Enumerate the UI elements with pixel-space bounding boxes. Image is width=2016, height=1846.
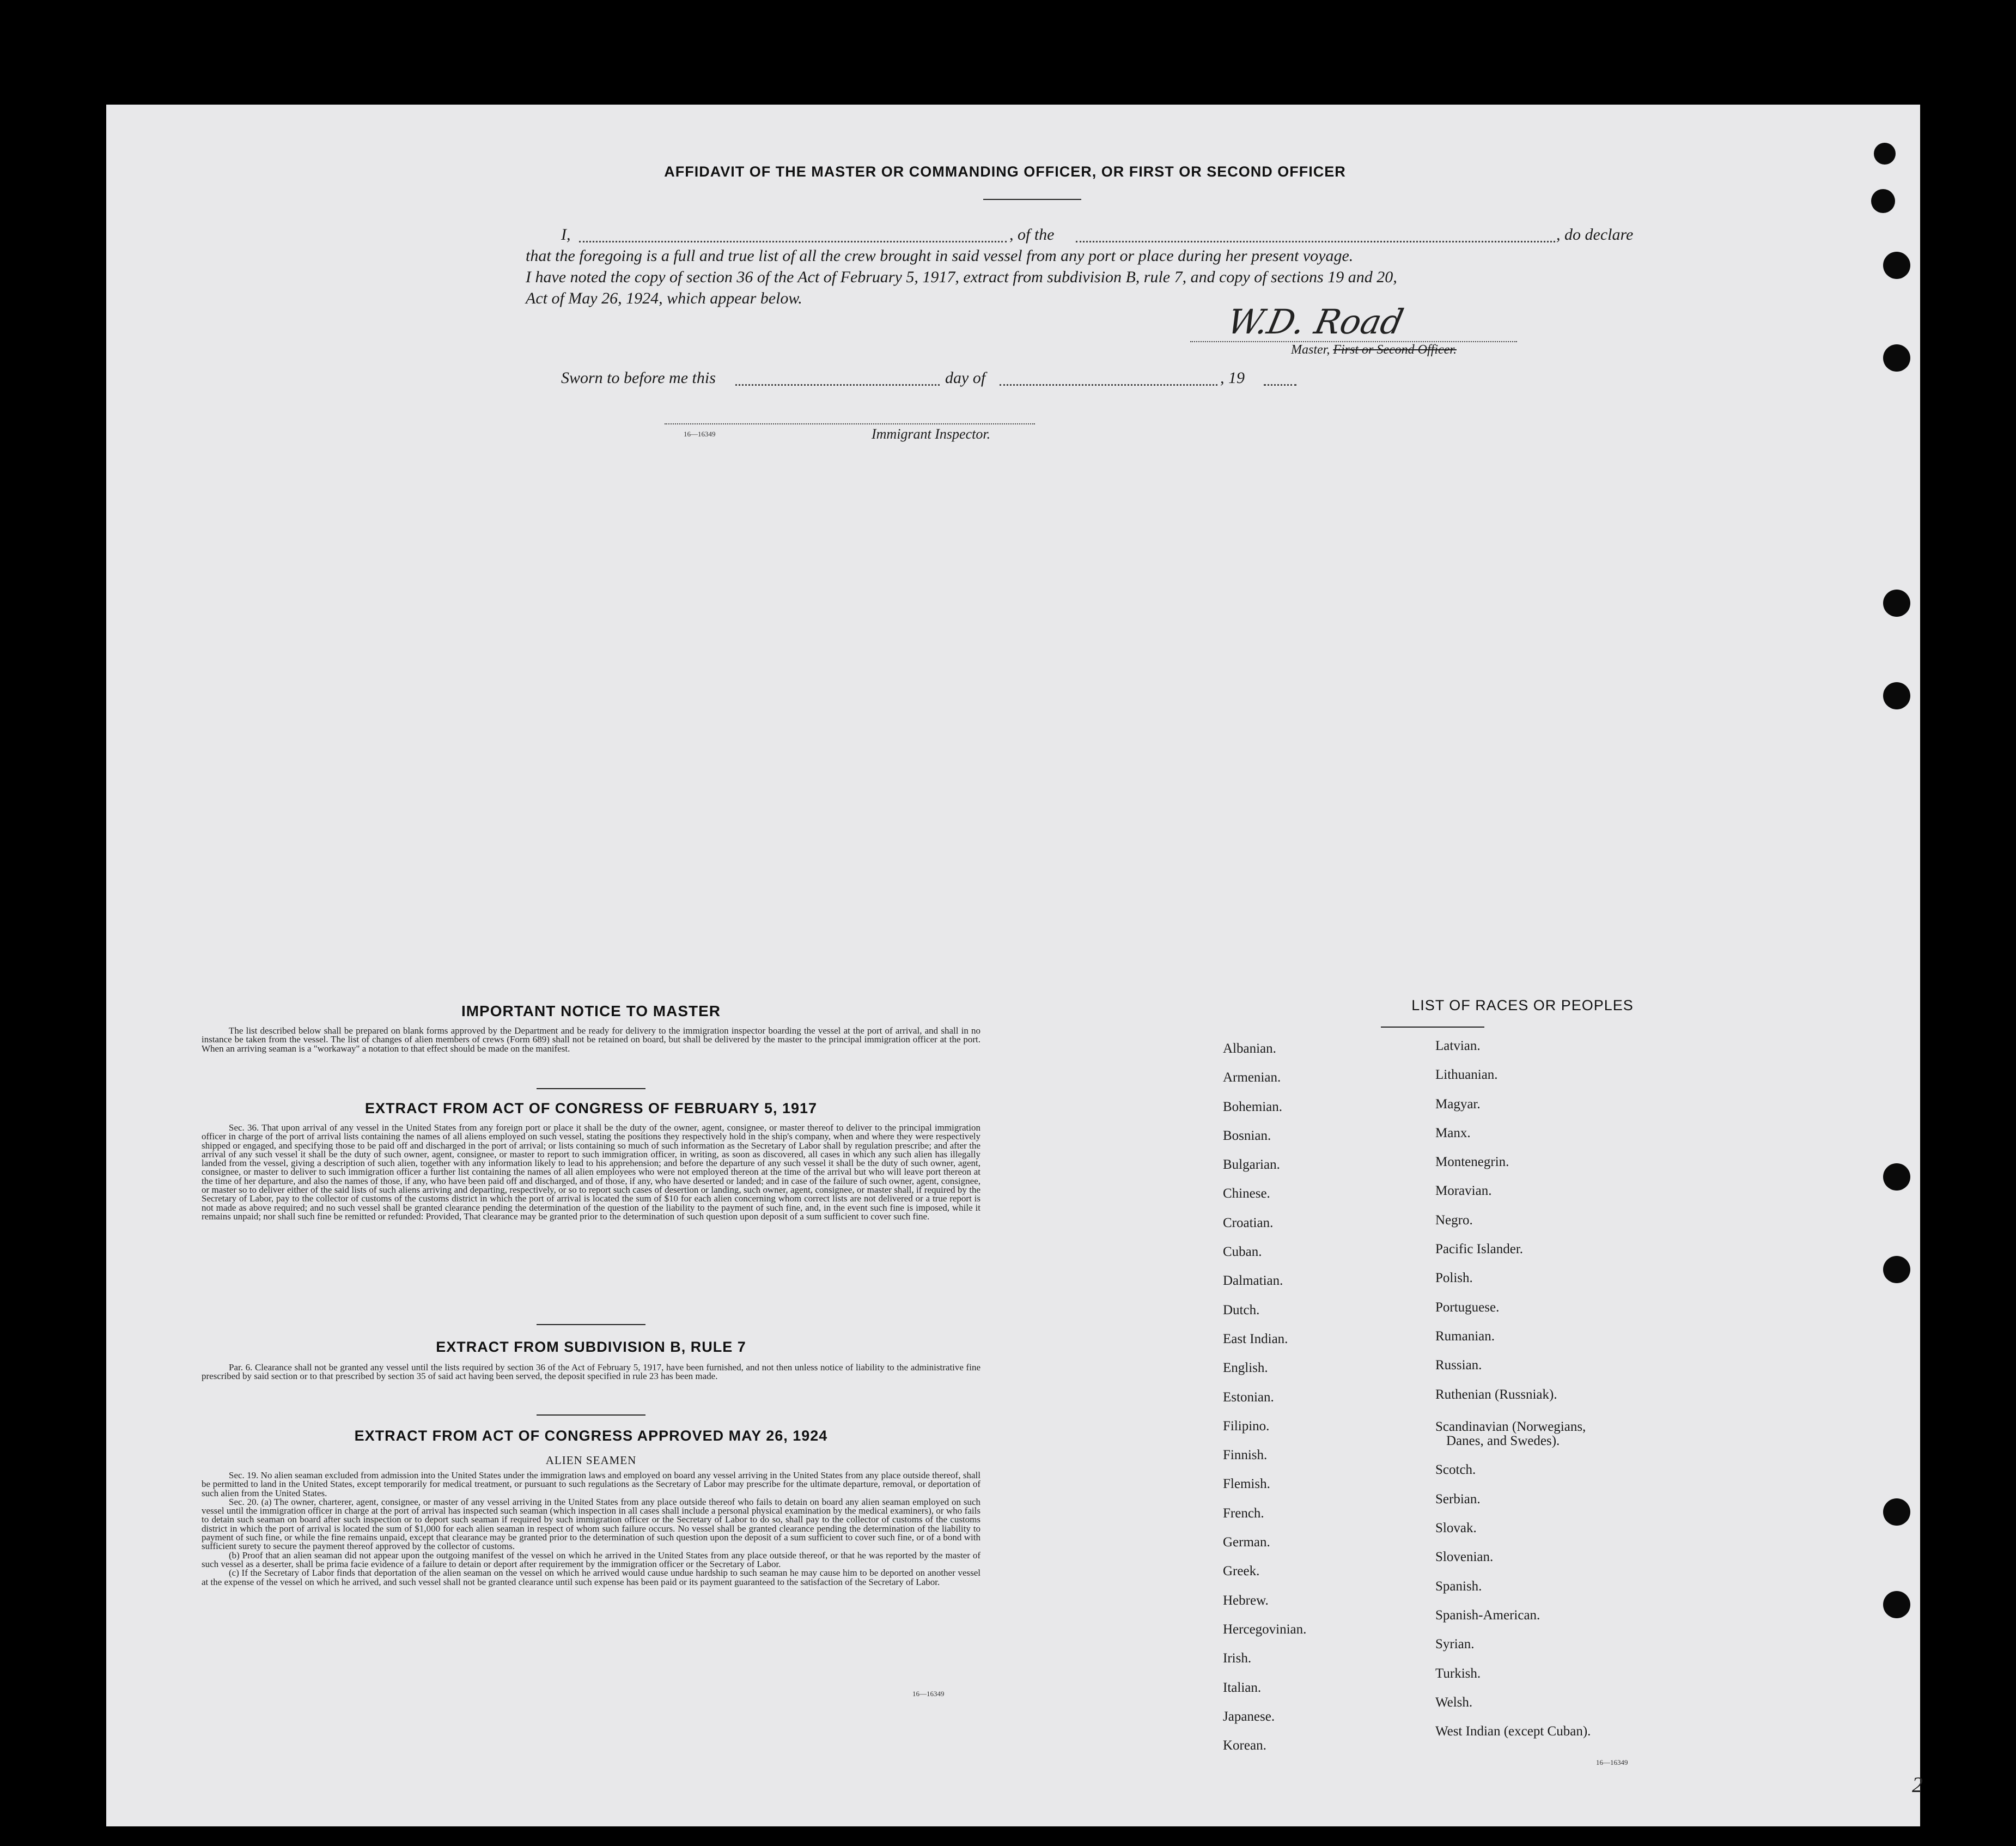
race-item: Slovenian. xyxy=(1435,1550,1494,1565)
affidavit-line-1 xyxy=(526,226,1645,245)
document-page xyxy=(106,105,1923,1826)
race-item: Danes, and Swedes). xyxy=(1446,1434,1560,1449)
notice-paragraph: The list described below shall be prepared on blank forms approved by the Department and be ready for delivery to the immigration inspector boarding the vessel at the port of arrival, and shall in no instance be taken from the vessel. The list of changes of alien members of crews (Form 689) shall not be retained on board, but shall be delivered by the master to the principal immigration officer at the port. When an arriving seaman is a "workaway" a notation to that effect should be made on the manifest. xyxy=(202,1025,980,1054)
race-item: French. xyxy=(1223,1505,1264,1521)
race-item: Slovak. xyxy=(1435,1521,1477,1536)
race-item: East Indian. xyxy=(1223,1331,1288,1346)
divider xyxy=(537,1088,645,1089)
punch-hole xyxy=(1874,143,1896,165)
sworn-day-blank[interactable] xyxy=(735,384,940,386)
race-item: Bosnian. xyxy=(1223,1128,1271,1143)
extract-1924-body xyxy=(202,1471,980,1587)
punch-hole xyxy=(1883,682,1910,709)
race-item: Albanian. xyxy=(1223,1041,1276,1056)
races-list-left xyxy=(1223,1042,1306,1768)
race-item: Turkish. xyxy=(1435,1666,1481,1681)
race-item: Chinese. xyxy=(1223,1186,1270,1201)
race-item: Scandinavian (Norwegians, xyxy=(1435,1419,1586,1434)
affidavit-do-declare: , do declare xyxy=(1556,226,1634,244)
punch-hole xyxy=(1883,1256,1910,1283)
race-item: Irish. xyxy=(1223,1651,1252,1666)
race-item: Croatian. xyxy=(1223,1215,1274,1230)
affidavit-of-the: , of the xyxy=(1009,226,1055,244)
extract-rule7-body xyxy=(202,1363,980,1381)
race-item: Polish. xyxy=(1435,1271,1473,1286)
race-item: Greek. xyxy=(1223,1564,1260,1579)
race-item: Lithuanian. xyxy=(1435,1067,1498,1083)
race-item: English. xyxy=(1223,1361,1268,1376)
signature-line xyxy=(1190,341,1517,342)
page-mark: 2 xyxy=(1912,1772,1923,1797)
section-20c-paragraph: (c) If the Secretary of Labor finds that deportation of the alien seaman on the vessel on which he arrived would cause undue hardship to such seaman he may cause him to be deported on another vessel at the expense of the vessel on which he arrived, and such vessel shall not be granted clearance until such expense has been paid or its payment guaranteed to the satisfaction of the Secretary of Labor. xyxy=(202,1568,980,1587)
signature-caption xyxy=(1291,343,1457,357)
race-item: Dalmatian. xyxy=(1223,1273,1283,1289)
race-item: Moravian. xyxy=(1435,1183,1492,1199)
affidavit-line-4: Act of May 26, 1924, which appear below. xyxy=(526,289,802,307)
race-item: Korean. xyxy=(1223,1738,1266,1753)
notice-title: IMPORTANT NOTICE TO MASTER xyxy=(461,1003,721,1019)
race-item: Syrian. xyxy=(1435,1637,1475,1652)
race-item: Hebrew. xyxy=(1223,1593,1269,1608)
race-item: Dutch. xyxy=(1223,1302,1260,1317)
divider xyxy=(537,1324,645,1325)
name-blank[interactable] xyxy=(579,241,1007,242)
sworn-day-of: day of xyxy=(945,369,986,387)
sworn-line xyxy=(526,369,1645,388)
race-item: Russian. xyxy=(1435,1358,1482,1373)
races-list-right xyxy=(1435,1039,1591,1753)
race-item: Montenegrin. xyxy=(1435,1155,1509,1170)
inspector-signature-line xyxy=(665,423,1035,424)
race-item: Japanese. xyxy=(1223,1709,1275,1724)
race-item: Rumanian. xyxy=(1435,1328,1495,1344)
race-item: Spanish. xyxy=(1435,1578,1482,1594)
races-form-number: 16—16349 xyxy=(1596,1758,1628,1766)
section-19-paragraph: Sec. 19. No alien seaman excluded from admission into the United States under the immigration laws and employed on board any vessel arriving in the United States from any place outside thereof, shall be permitted to land in the United States, except temporarily for medical treatment, or pursuant to such regulations as the Secretary of Labor may prescribe for the ultimate departure, removal, or deportation of such alien from the United States. xyxy=(202,1470,980,1498)
race-item: Finnish. xyxy=(1223,1448,1268,1463)
caption-master: Master, xyxy=(1291,343,1330,357)
sworn-month-blank[interactable] xyxy=(1000,384,1217,386)
punch-hole xyxy=(1883,344,1910,372)
race-item: West Indian (except Cuban). xyxy=(1435,1724,1591,1739)
extract-rule7-title: EXTRACT FROM SUBDIVISION B, RULE 7 xyxy=(436,1339,746,1355)
race-item: Negro. xyxy=(1435,1212,1473,1228)
race-item: Estonian. xyxy=(1223,1389,1274,1405)
race-item: Hercegovinian. xyxy=(1223,1622,1307,1637)
punch-hole xyxy=(1883,1591,1910,1618)
race-item: Scotch. xyxy=(1435,1462,1476,1478)
section-36-paragraph: Sec. 36. That upon arrival of any vessel in the United States from any foreign port or place it shall be the duty of the owner, agent, consignee, or master thereof to deliver to the principal immigration officer in charge of the port of arrival lists containing the names of all aliens employed on such vessel, stating the positions they respectively hold in the ship's company, when and where they were respectively shipped or engaged, and specifying those to be paid off and discharged in the port of arrival; or lists containing so much of such information as the Secretary of Labor shall by regulation prescribe; and after the arrival of any such vessel it shall be the duty of such owner, agent, consignee, or master to report to such immigration officer, in writing, as soon as discovered, all cases in which any such alien has illegally landed from the vessel, giving a description of such alien, together with any information likely to lead to his apprehension; and before the departure of any such vessel it shall be the duty of such owner, agent, consignee, or master to deliver to such immigration officer a further list containing the names of all alien employees who were not employed thereon at the time of the arrival but who will leave port thereon at the time of her departure, and also the names of those, if any, who have been paid off and discharged, and of those, if any, who have deserted or landed; and in case of the failure of such owner, agent, consignee, or master so to deliver either of the said lists of such aliens arriving and departing, respectively, or so to report such cases of desertion or landing, such owner, agent, consignee, or master shall, if required by the Secretary of Labor, pay to the collector of customs of the customs district in which the port of arrival is located the sum of $10 for each alien concerning whom correct lists are not delivered or a true report is not made as above required; and no such vessel shall be granted clearance pending the determination of the question of the liability to the payment of such fine, and, in the event such fine is imposed, while it remains unpaid; nor shall such fine be remitted or refunded: Provided, That clearance may be granted prior to the determination of such question upon deposit of a sum sufficient to cover such fine. xyxy=(202,1122,980,1222)
alien-seamen-subtitle: ALIEN SEAMEN xyxy=(545,1454,637,1467)
race-item: Bohemian. xyxy=(1223,1099,1283,1114)
punch-hole xyxy=(1883,252,1910,279)
sworn-prefix: Sworn to before me this xyxy=(561,369,716,387)
affidavit-i: I, xyxy=(561,226,571,244)
race-item: Manx. xyxy=(1435,1125,1471,1140)
affidavit-line-2: that the foregoing is a full and true list of all the crew brought in said vessel from any port or place during her present voyage. xyxy=(526,247,1354,265)
race-item: Magyar. xyxy=(1435,1096,1481,1112)
race-item: Filipino. xyxy=(1223,1418,1270,1434)
extract-1917-title: EXTRACT FROM ACT OF CONGRESS OF FEBRUARY 5, 1917 xyxy=(364,1100,818,1116)
race-item: Spanish-American. xyxy=(1435,1607,1540,1623)
race-item: Pacific Islander. xyxy=(1435,1242,1524,1257)
sworn-year: , 19 xyxy=(1220,369,1245,387)
race-item: Ruthenian (Russniak). xyxy=(1435,1387,1557,1402)
races-title: LIST OF RACES OR PEOPLES xyxy=(1411,997,1634,1013)
extracts-form-number: 16—16349 xyxy=(912,1690,945,1698)
rule7-paragraph: Par. 6. Clearance shall not be granted any vessel until the lists required by section 36 of the Act of February 5, 1917, have been furnished, and not then unless notice of liability to the administrative fine prescribed by said section or to that prescribed by section 35 of said act having been served, the deposit specified in rule 23 has been made. xyxy=(202,1362,980,1382)
section-20b-paragraph: (b) Proof that an alien seaman did not appear upon the outgoing manifest of the vessel on which he arrived in the United States from any place outside thereof, or that he was reported by the master of such vessel as a deserter, shall be prima facie evidence of a failure to detain or deport after requirement by the immigration officer or the Secretary of Labor. xyxy=(202,1550,980,1569)
race-item: Welsh. xyxy=(1435,1695,1473,1710)
inspector-label: Immigrant Inspector. xyxy=(872,426,991,442)
master-signature: W.D. Road xyxy=(1224,302,1407,342)
caption-struck: First or Second Officer. xyxy=(1333,343,1457,357)
affidavit-title: AFFIDAVIT OF THE MASTER OR COMMANDING OFFICER, OR FIRST OR SECOND OFFICER xyxy=(664,163,1346,180)
race-item: Portuguese. xyxy=(1435,1300,1500,1315)
divider xyxy=(537,1414,645,1416)
extract-1924-title: EXTRACT FROM ACT OF CONGRESS APPROVED MAY 26, 1924 xyxy=(354,1428,828,1444)
race-item: Cuban. xyxy=(1223,1244,1262,1260)
extract-1917-body xyxy=(202,1124,980,1221)
affidavit-form-number: 16—16349 xyxy=(684,430,716,438)
punch-hole xyxy=(1871,189,1895,213)
race-item: Italian. xyxy=(1223,1680,1262,1695)
title-underline xyxy=(983,199,1081,200)
race-item: German. xyxy=(1223,1535,1270,1550)
section-20a-paragraph: Sec. 20. (a) The owner, charterer, agent, consignee, or master of any vessel arriving in the United States from any place outside thereof who fails to detain on board any alien seaman employed on such vessel until the immigration officer in charge at the port of arrival has inspected such seaman (which inspection in all cases shall include a personal physical examination by the medical examiners), or who fails to detain such seaman on board after such inspection or to deport such seaman if required by such immigration officer or the Secretary of Labor to do so, shall pay to the collector of customs of the customs district in which the port of arrival is located the sum of $1,000 for each alien seaman in respect of whom such failure occurs. No vessel shall be granted clearance pending the determination of the liability to payment of such fine, or while the fine remains unpaid, except that clearance may be granted prior to the determination of such question upon the deposit of a sum sufficient to cover such fine, or of a bond with sufficient surety to secure the payment thereof approved by the collector of customs. xyxy=(202,1496,980,1552)
punch-hole xyxy=(1883,1163,1910,1191)
race-item: Latvian. xyxy=(1435,1039,1481,1053)
vessel-blank[interactable] xyxy=(1076,241,1555,242)
race-item: Flemish. xyxy=(1223,1477,1270,1492)
sworn-year-blank[interactable] xyxy=(1264,384,1296,386)
punch-hole xyxy=(1883,1498,1910,1526)
race-item: Bulgarian. xyxy=(1223,1157,1280,1173)
affidavit-line-3: I have noted the copy of section 36 of the Act of February 5, 1917, extract from subdivision B, rule 7, and copy of sections 19 and 20, xyxy=(526,268,1397,286)
race-item: Serbian. xyxy=(1435,1491,1481,1507)
races-title-underline xyxy=(1381,1027,1484,1028)
notice-body xyxy=(202,1027,980,1053)
race-item: Armenian. xyxy=(1223,1070,1281,1085)
punch-hole xyxy=(1883,590,1910,617)
